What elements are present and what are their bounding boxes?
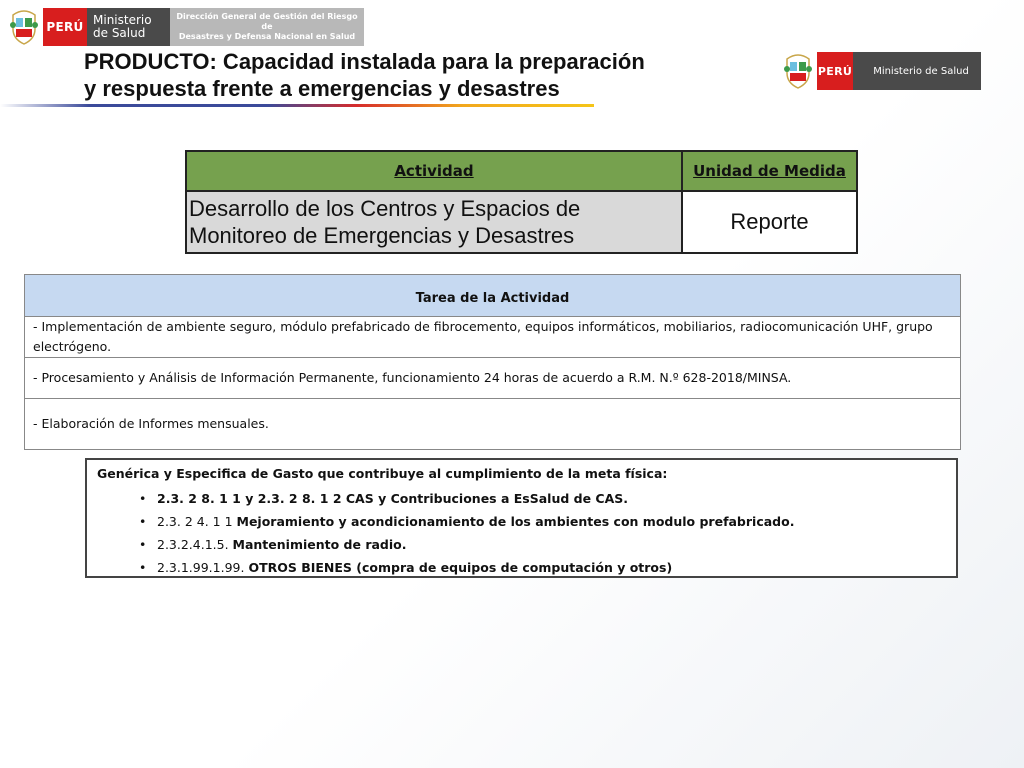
direction-label — [170, 8, 364, 46]
page-title — [84, 48, 645, 102]
col-activity: Actividad — [186, 151, 682, 191]
title-line-1: PRODUCTO: Capacidad instalada para la preparación — [84, 49, 645, 74]
table-row — [25, 317, 961, 358]
table-row — [186, 191, 857, 253]
unit-cell: Reporte — [682, 191, 857, 253]
activity-cell: Desarrollo de los Centros y Espacios de Monitoreo de Emergencias y Desastres — [186, 191, 682, 253]
ministry-label-right: Ministerio de Salud — [853, 52, 981, 90]
task-table — [24, 274, 961, 450]
task-cell: - Implementación de ambiente seguro, módulo prefabricado de fibrocemento, equipos informáticos, mobiliarios, radiocomunicación UHF, grupo electrógeno. — [25, 317, 961, 358]
gasto-code: 2.3.2.4.1.5. — [157, 537, 233, 552]
gasto-code: 2.3. 2 8. 1 1 y 2.3. 2 8. 1 2 CAS y Contribuciones a EsSalud de CAS. — [157, 491, 629, 506]
gasto-code: 2.3.1.99.1.99. — [157, 560, 249, 575]
title-line-2: y respuesta frente a emergencias y desastres — [84, 76, 560, 101]
table-row — [25, 358, 961, 399]
list-item — [97, 556, 946, 579]
list-item — [97, 533, 946, 556]
bullet-icon: • — [139, 560, 147, 575]
gasto-desc: Mejoramiento y acondicionamiento de los ambientes con modulo prefabricado. — [236, 514, 795, 529]
task-cell: - Procesamiento y Análisis de Información Permanente, funcionamiento 24 horas de acuerdo a R.M. N.º 628-2018/MINSA. — [25, 358, 961, 399]
peru-label-right: PERÚ — [817, 52, 853, 90]
activity-table-header — [186, 151, 857, 191]
activity-table — [185, 150, 858, 254]
coat-of-arms-icon — [782, 52, 814, 90]
direction-line-1: Dirección General de Gestión del Riesgo de — [176, 12, 358, 31]
gasto-list — [97, 487, 946, 579]
direction-line-2: Desastres y Defensa Nacional en Salud — [178, 32, 356, 41]
bullet-icon: • — [139, 537, 147, 552]
list-item — [97, 487, 946, 510]
minsa-logo — [8, 8, 177, 46]
title-underline — [0, 104, 594, 107]
ministry-line-1: Ministerio — [93, 13, 152, 27]
list-item — [97, 510, 946, 533]
col-unit: Unidad de Medida — [682, 151, 857, 191]
task-header: Tarea de la Actividad — [25, 275, 961, 317]
ministry-label — [87, 8, 177, 46]
gasto-box — [85, 458, 958, 578]
gasto-desc: Mantenimiento de radio. — [232, 537, 407, 552]
minsa-logo-right — [782, 52, 981, 90]
peru-label: PERÚ — [43, 8, 87, 46]
coat-of-arms-icon — [8, 8, 40, 46]
gasto-heading: Genérica y Especifica de Gasto que contribuye al cumplimiento de la meta física: — [97, 466, 668, 481]
bullet-icon: • — [139, 514, 147, 529]
ministry-line-2: de Salud — [93, 26, 146, 40]
task-cell: - Elaboración de Informes mensuales. — [25, 399, 961, 450]
table-row — [25, 399, 961, 450]
gasto-desc: OTROS BIENES (compra de equipos de computación y otros) — [248, 560, 673, 575]
gasto-code: 2.3. 2 4. 1 1 — [157, 514, 237, 529]
task-table-header — [25, 275, 961, 317]
bullet-icon: • — [139, 491, 147, 506]
